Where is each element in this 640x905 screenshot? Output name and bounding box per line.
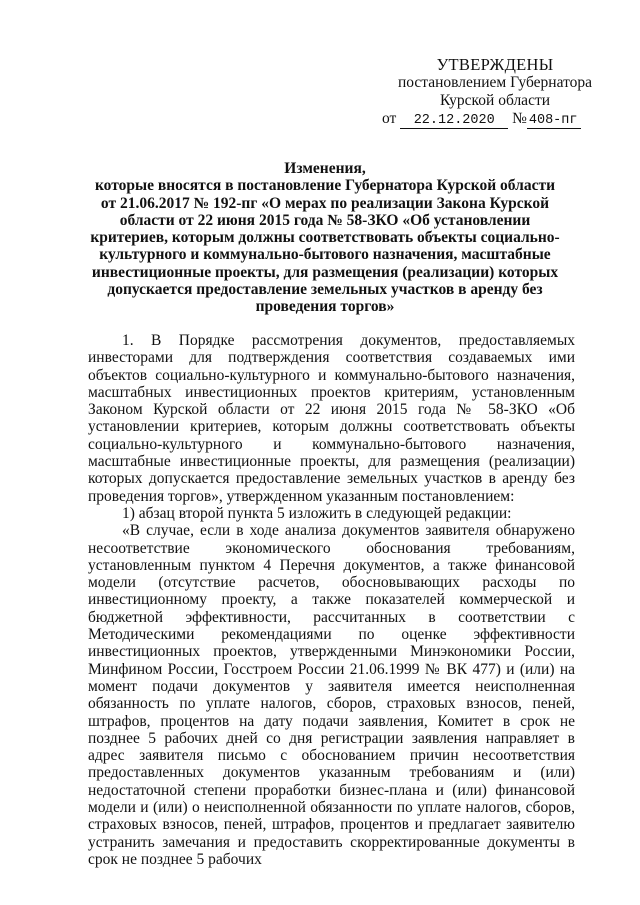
approval-line-1: постановлением Губернатора xyxy=(397,74,593,91)
approval-line-2: Курской области xyxy=(439,92,551,109)
approval-block xyxy=(380,56,610,129)
date-prefix: от xyxy=(382,110,397,127)
title-rest: которые вносятся в постановление Губернатора Курской области от 21.06.2017 № 192-пг «О мерах по реализации Закона Курской области от 22 июня 2015 года № 58-ЗКО «Об установлении критериев, которым должны соответствовать объекты социально-культурного и коммунально-бытового назначения, масштабные инвестиционные проекты, для размещения (реализации) которых допускается предоставление земельных участков в аренду без проведения торгов» xyxy=(90,177,560,316)
approval-date: 22.12.2020 xyxy=(400,114,508,129)
document-body xyxy=(88,332,575,868)
approval-heading: УТВЕРЖДЕНЫ xyxy=(436,55,554,74)
number-prefix: № xyxy=(512,110,527,127)
paragraph-1: 1. В Порядке рассмотрения документов, предоставляемых инвесторами для подтверждения соответствия создаваемых ими объектов социально-культурного и коммунально-бытового назначения, масштабных инвестиционных проектов критериям, установленным Законом Курской области от 22 июня 2015 года № 58-ЗКО «Об установлении критериев, которым должны соответствовать объекты социально-культурного и коммунально-бытового назначения, масштабные инвестиционные проекты, для размещения (реализации) которых допускается предоставление земельных участков в аренду без проведения торгов», утвержденном указанным постановлением: xyxy=(88,332,575,505)
document-title xyxy=(90,160,560,316)
paragraph-2: 1) абзац второй пункта 5 изложить в следующей редакции: xyxy=(122,504,512,522)
approval-date-number-line xyxy=(380,110,610,129)
approval-number: 408-пг xyxy=(527,114,581,129)
title-line-1: Изменения, xyxy=(284,160,366,177)
paragraph-3: «В случае, если в ходе анализа документов заявителя обнаружено несоответствие экономического обоснования требованиям, установленным пунктом 4 Перечня документов, а также финансовой модели (отсутствие расчетов, обосновывающих расходы по инвестиционному проекту, а также показателей коммерческой и бюджетной эффективности, рассчитанных в соответствии с Методическими рекомендациями по оценке эффективности инвестиционных проектов, утвержденными Минэкономики России, Минфином России, Госстроем России 21.06.1999 № ВК 477) и (или) на момент подачи документов у заявителя имеется неисполненная обязанность по уплате налогов, сборов, страховых взносов, пеней, штрафов, процентов на дату подачи заявления, Комитет в срок не позднее 5 рабочих дней со дня регистрации заявления направляет в адрес заявителя письмо с обоснованием причин несоответствия предоставленных документов указанным требованиям и (или) недостаточной степени проработки бизнес-плана и (или) финансовой модели и (или) о неисполненной обязанности по уплате налогов, сборов, страховых взносов, пеней, штрафов, процентов и предлагает заявителю устранить замечания и предоставить скорректированные документы в срок не позднее 5 рабочих xyxy=(88,522,575,868)
